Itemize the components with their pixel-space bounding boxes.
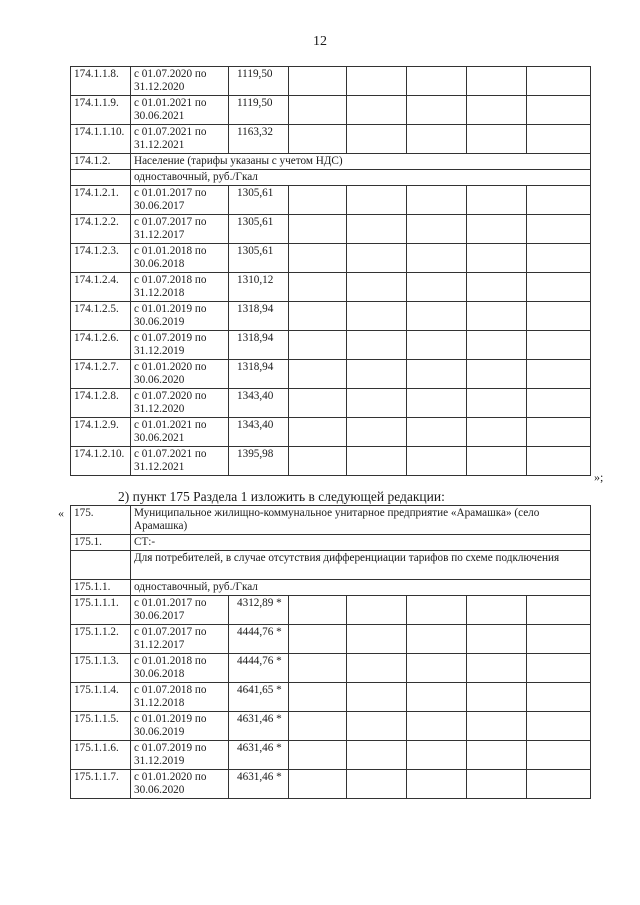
tariff-value-cell: 4444,76 *	[229, 654, 289, 683]
period-cell: с 01.07.2017 по 31.12.2017	[131, 215, 229, 244]
row-number: 174.1.2.2.	[71, 215, 131, 244]
row-number: 175.1.1.	[71, 580, 131, 596]
empty-cell	[467, 67, 527, 96]
row-heading: одноставочный, руб./Гкал	[131, 580, 591, 596]
empty-cell	[467, 389, 527, 418]
empty-cell	[527, 683, 591, 712]
empty-cell	[347, 215, 407, 244]
empty-cell	[289, 67, 347, 96]
empty-cell	[347, 302, 407, 331]
table-row	[71, 67, 591, 96]
empty-cell	[289, 215, 347, 244]
empty-cell	[527, 215, 591, 244]
table-row	[71, 244, 591, 273]
empty-cell	[467, 770, 527, 799]
empty-cell	[407, 186, 467, 215]
row-heading: Муниципальное жилищно-коммунальное унитарное предприятие «Арамашка» (село Арамашка)	[131, 506, 591, 535]
period-cell: с 01.07.2017 по 31.12.2017	[131, 625, 229, 654]
empty-cell	[467, 125, 527, 154]
tariff-value-cell: 4641,65 *	[229, 683, 289, 712]
empty-cell	[527, 244, 591, 273]
table-row	[71, 273, 591, 302]
empty-cell	[347, 654, 407, 683]
empty-cell	[407, 302, 467, 331]
empty-cell	[467, 654, 527, 683]
period-cell: с 01.01.2021 по 30.06.2021	[131, 418, 229, 447]
tariff-value-cell: 1305,61	[229, 186, 289, 215]
empty-cell	[347, 770, 407, 799]
empty-cell	[289, 625, 347, 654]
table-row	[71, 596, 591, 625]
table-row	[71, 186, 591, 215]
table-row	[71, 447, 591, 476]
empty-cell	[289, 244, 347, 273]
table-row	[71, 215, 591, 244]
empty-cell	[347, 186, 407, 215]
row-number: 175.1.1.7.	[71, 770, 131, 799]
tariff-table-174	[70, 66, 591, 476]
row-number: 175.1.1.5.	[71, 712, 131, 741]
row-heading: одноставочный, руб./Гкал	[131, 170, 591, 186]
tariff-value-cell: 1119,50	[229, 67, 289, 96]
amendment-text: 2) пункт 175 Раздела 1 изложить в следующей редакции:	[118, 489, 445, 504]
row-number: 174.1.2.6.	[71, 331, 131, 360]
table-row	[71, 125, 591, 154]
empty-cell	[347, 683, 407, 712]
tariff-table-175	[70, 505, 591, 799]
empty-cell	[289, 302, 347, 331]
empty-cell	[347, 389, 407, 418]
empty-cell	[467, 741, 527, 770]
empty-cell	[289, 654, 347, 683]
tariff-value-cell: 1318,94	[229, 360, 289, 389]
tariff-value-cell: 4312,89 *	[229, 596, 289, 625]
row-number	[71, 170, 131, 186]
empty-cell	[527, 273, 591, 302]
empty-cell	[527, 331, 591, 360]
table-row	[71, 580, 591, 596]
empty-cell	[527, 625, 591, 654]
empty-cell	[289, 331, 347, 360]
row-number: 174.1.1.10.	[71, 125, 131, 154]
row-number: 175.	[71, 506, 131, 535]
empty-cell	[407, 625, 467, 654]
empty-cell	[527, 389, 591, 418]
period-cell: с 01.07.2020 по 31.12.2020	[131, 67, 229, 96]
empty-cell	[407, 447, 467, 476]
period-cell: с 01.07.2018 по 31.12.2018	[131, 273, 229, 302]
row-number: 174.1.2.	[71, 154, 131, 170]
empty-cell	[289, 741, 347, 770]
period-cell: с 01.01.2017 по 30.06.2017	[131, 186, 229, 215]
empty-cell	[467, 360, 527, 389]
empty-cell	[347, 741, 407, 770]
tariff-value-cell: 1305,61	[229, 215, 289, 244]
empty-cell	[467, 625, 527, 654]
row-heading: Для потребителей, в случае отсутствия дифференциации тарифов по схеме подключения	[131, 551, 591, 580]
tariff-value-cell: 4631,46 *	[229, 770, 289, 799]
period-cell: с 01.07.2019 по 31.12.2019	[131, 741, 229, 770]
table-row	[71, 625, 591, 654]
table-row	[71, 302, 591, 331]
tariff-value-cell: 1395,98	[229, 447, 289, 476]
empty-cell	[527, 712, 591, 741]
empty-cell	[467, 244, 527, 273]
period-cell: с 01.01.2017 по 30.06.2017	[131, 596, 229, 625]
empty-cell	[289, 447, 347, 476]
table-row	[71, 712, 591, 741]
table-row	[71, 389, 591, 418]
period-cell: с 01.07.2021 по 31.12.2021	[131, 447, 229, 476]
empty-cell	[527, 186, 591, 215]
empty-cell	[289, 125, 347, 154]
tariff-value-cell: 1163,32	[229, 125, 289, 154]
empty-cell	[467, 96, 527, 125]
empty-cell	[347, 67, 407, 96]
empty-cell	[407, 96, 467, 125]
empty-cell	[527, 67, 591, 96]
period-cell: с 01.07.2018 по 31.12.2018	[131, 683, 229, 712]
row-number: 174.1.2.8.	[71, 389, 131, 418]
empty-cell	[467, 302, 527, 331]
row-number: 174.1.2.10.	[71, 447, 131, 476]
empty-cell	[289, 273, 347, 302]
empty-cell	[407, 770, 467, 799]
period-cell: с 01.01.2019 по 30.06.2019	[131, 712, 229, 741]
row-number	[71, 551, 131, 580]
row-number: 174.1.2.1.	[71, 186, 131, 215]
empty-cell	[407, 360, 467, 389]
table-row	[71, 360, 591, 389]
empty-cell	[467, 447, 527, 476]
empty-cell	[527, 654, 591, 683]
empty-cell	[527, 360, 591, 389]
empty-cell	[407, 712, 467, 741]
empty-cell	[407, 331, 467, 360]
empty-cell	[527, 741, 591, 770]
tariff-value-cell: 4444,76 *	[229, 625, 289, 654]
tariff-value-cell: 1318,94	[229, 302, 289, 331]
table-row	[71, 535, 591, 551]
empty-cell	[347, 96, 407, 125]
row-number: 175.1.	[71, 535, 131, 551]
row-number: 174.1.2.5.	[71, 302, 131, 331]
empty-cell	[347, 447, 407, 476]
tariff-value-cell: 1343,40	[229, 389, 289, 418]
empty-cell	[289, 596, 347, 625]
empty-cell	[289, 712, 347, 741]
empty-cell	[527, 447, 591, 476]
row-heading: СТ:-	[131, 535, 591, 551]
empty-cell	[527, 96, 591, 125]
opening-quote-mark: «	[58, 506, 64, 520]
tariff-value-cell: 1119,50	[229, 96, 289, 125]
table-row	[71, 770, 591, 799]
empty-cell	[407, 596, 467, 625]
tariff-value-cell: 4631,46 *	[229, 741, 289, 770]
empty-cell	[347, 596, 407, 625]
row-number: 174.1.1.8.	[71, 67, 131, 96]
row-number: 175.1.1.3.	[71, 654, 131, 683]
period-cell: с 01.01.2019 по 30.06.2019	[131, 302, 229, 331]
empty-cell	[407, 741, 467, 770]
empty-cell	[527, 418, 591, 447]
empty-cell	[289, 360, 347, 389]
row-number: 175.1.1.6.	[71, 741, 131, 770]
period-cell: с 01.07.2019 по 31.12.2019	[131, 331, 229, 360]
row-number: 175.1.1.2.	[71, 625, 131, 654]
row-number: 174.1.2.4.	[71, 273, 131, 302]
table-row	[71, 154, 591, 170]
empty-cell	[289, 389, 347, 418]
page-number: 12	[313, 34, 327, 49]
empty-cell	[407, 683, 467, 712]
empty-cell	[407, 273, 467, 302]
table-row	[71, 741, 591, 770]
row-number: 174.1.2.3.	[71, 244, 131, 273]
tariff-value-cell: 1343,40	[229, 418, 289, 447]
table-row	[71, 418, 591, 447]
row-number: 174.1.1.9.	[71, 96, 131, 125]
empty-cell	[347, 712, 407, 741]
row-number: 174.1.2.9.	[71, 418, 131, 447]
empty-cell	[289, 418, 347, 447]
empty-cell	[467, 273, 527, 302]
period-cell: с 01.01.2020 по 30.06.2020	[131, 770, 229, 799]
empty-cell	[527, 596, 591, 625]
empty-cell	[407, 125, 467, 154]
table-row	[71, 551, 591, 580]
empty-cell	[467, 331, 527, 360]
empty-cell	[407, 654, 467, 683]
empty-cell	[347, 125, 407, 154]
empty-cell	[467, 418, 527, 447]
empty-cell	[289, 96, 347, 125]
table-row	[71, 506, 591, 535]
row-heading: Население (тарифы указаны с учетом НДС)	[131, 154, 591, 170]
table-row	[71, 170, 591, 186]
period-cell: с 01.07.2020 по 31.12.2020	[131, 389, 229, 418]
empty-cell	[347, 418, 407, 447]
tariff-value-cell: 1305,61	[229, 244, 289, 273]
closing-quote-mark: »;	[594, 470, 604, 484]
row-number: 175.1.1.1.	[71, 596, 131, 625]
table-row	[71, 96, 591, 125]
empty-cell	[467, 215, 527, 244]
period-cell: с 01.07.2021 по 31.12.2021	[131, 125, 229, 154]
empty-cell	[347, 360, 407, 389]
row-number: 175.1.1.4.	[71, 683, 131, 712]
empty-cell	[289, 186, 347, 215]
table-row	[71, 683, 591, 712]
empty-cell	[289, 770, 347, 799]
empty-cell	[407, 389, 467, 418]
empty-cell	[347, 625, 407, 654]
empty-cell	[289, 683, 347, 712]
period-cell: с 01.01.2021 по 30.06.2021	[131, 96, 229, 125]
empty-cell	[347, 331, 407, 360]
empty-cell	[467, 596, 527, 625]
row-number: 174.1.2.7.	[71, 360, 131, 389]
table-row	[71, 331, 591, 360]
empty-cell	[347, 273, 407, 302]
period-cell: с 01.01.2018 по 30.06.2018	[131, 654, 229, 683]
empty-cell	[407, 244, 467, 273]
empty-cell	[467, 683, 527, 712]
empty-cell	[407, 67, 467, 96]
empty-cell	[347, 244, 407, 273]
tariff-value-cell: 1310,12	[229, 273, 289, 302]
period-cell: с 01.01.2020 по 30.06.2020	[131, 360, 229, 389]
empty-cell	[467, 712, 527, 741]
empty-cell	[467, 186, 527, 215]
tariff-value-cell: 1318,94	[229, 331, 289, 360]
empty-cell	[407, 418, 467, 447]
table-row	[71, 654, 591, 683]
tariff-value-cell: 4631,46 *	[229, 712, 289, 741]
empty-cell	[527, 302, 591, 331]
empty-cell	[527, 770, 591, 799]
empty-cell	[527, 125, 591, 154]
empty-cell	[407, 215, 467, 244]
period-cell: с 01.01.2018 по 30.06.2018	[131, 244, 229, 273]
